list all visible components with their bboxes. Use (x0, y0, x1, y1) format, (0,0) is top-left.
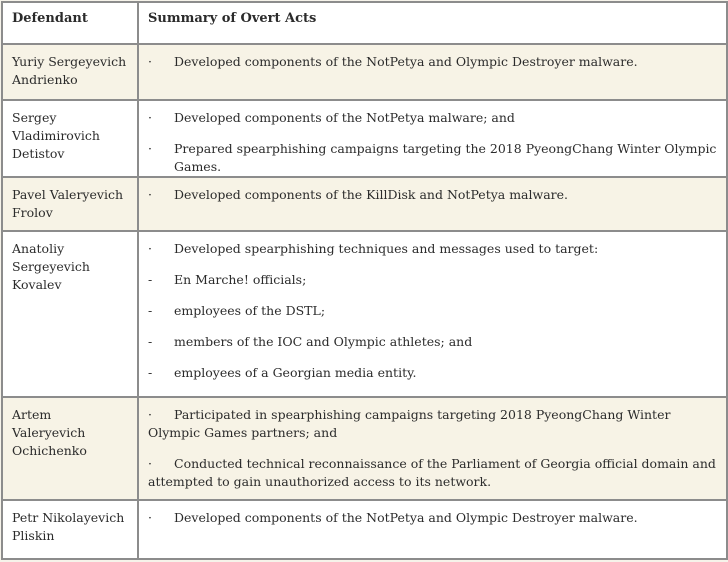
item-text: Developed components of the NotPetya and Olympic Destroyer malware. (174, 54, 638, 69)
list-item (148, 455, 717, 491)
item-text: employees of the DSTL; (174, 303, 326, 318)
table-row (2, 177, 727, 231)
list-item (148, 53, 717, 71)
item-text: Prepared spearphishing campaigns targeting the 2018 PyeongChang Winter Olympic Games. (174, 141, 717, 174)
summary-cell (138, 231, 727, 397)
item-text: employees of a Georgian media entity. (174, 365, 417, 380)
summary-cell (138, 500, 727, 559)
defendant-name: Artem Valeryevich Ochichenko (12, 407, 87, 458)
header-summary: Summary of Overt Acts (138, 2, 727, 44)
overt-acts-table (1, 1, 728, 560)
summary-cell (138, 44, 727, 100)
bullet-mark: · (148, 141, 152, 156)
defendant-cell (2, 177, 138, 231)
defendant-name: Petr Nikolayevich Pliskin (12, 510, 125, 543)
dash-mark: - (148, 365, 153, 380)
item-text: Developed components of the NotPetya and Olympic Destroyer malware. (174, 510, 638, 525)
list-item (148, 302, 717, 320)
table-row (2, 500, 727, 559)
item-text: Participated in spearphishing campaigns targeting 2018 PyeongChang Winter Olympic Games partners; and (148, 407, 671, 440)
header-defendant: Defendant (2, 2, 138, 44)
defendant-cell (2, 397, 138, 500)
defendant-name: Yuriy Sergeyevich Andrienko (12, 54, 127, 87)
item-text: members of the IOC and Olympic athletes; and (174, 334, 473, 349)
dash-mark: - (148, 272, 153, 287)
defendant-cell (2, 100, 138, 177)
list-item (148, 333, 717, 351)
defendant-name: Anatoliy Sergeyevich Kovalev (12, 241, 90, 292)
list-item (148, 364, 717, 382)
defendant-name: Pavel Valeryevich Frolov (12, 187, 124, 220)
summary-cell (138, 100, 727, 177)
item-text: Developed components of the KillDisk and NotPetya malware. (174, 187, 569, 202)
bullet-mark: · (148, 54, 152, 69)
dash-mark: - (148, 303, 153, 318)
list-item (148, 406, 717, 442)
list-item (148, 186, 717, 204)
list-item (148, 240, 717, 258)
table-row (2, 231, 727, 397)
bullet-mark: · (148, 110, 152, 125)
item-text: Developed components of the NotPetya malware; and (174, 110, 515, 125)
dash-mark: - (148, 334, 153, 349)
item-text: Conducted technical reconnaissance of the Parliament of Georgia official domain and attempted to gain unauthorized access to its network. (148, 456, 716, 489)
defendant-name: Sergey Vladimirovich Detistov (12, 110, 100, 161)
header-row (2, 2, 727, 44)
table-row (2, 397, 727, 500)
defendant-cell (2, 500, 138, 559)
list-item (148, 509, 717, 527)
bullet-mark: · (148, 187, 152, 202)
bullet-mark: · (148, 407, 152, 422)
defendant-cell (2, 44, 138, 100)
bullet-mark: · (148, 456, 152, 471)
defendant-cell (2, 231, 138, 397)
table-row (2, 100, 727, 177)
item-text: Developed spearphishing techniques and messages used to target: (174, 241, 599, 256)
summary-cell (138, 397, 727, 500)
bullet-mark: · (148, 510, 152, 525)
bullet-mark: · (148, 241, 152, 256)
list-item (148, 140, 717, 176)
list-item (148, 109, 717, 127)
list-item (148, 271, 717, 289)
summary-cell (138, 177, 727, 231)
table-row (2, 44, 727, 100)
item-text: En Marche! officials; (174, 272, 307, 287)
